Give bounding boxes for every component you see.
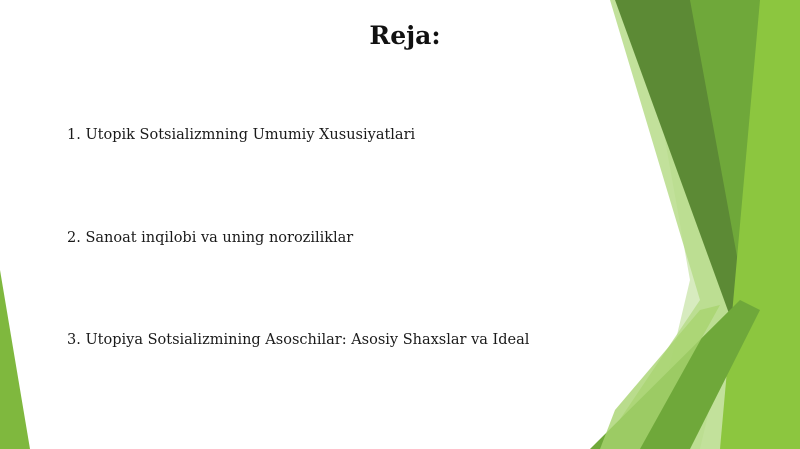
slide-title: Reja: <box>369 21 441 50</box>
left-edge-ribbon <box>0 270 30 449</box>
agenda-item-3: 3. Utopiya Sotsializmining Asoschilar: Asosiy Shaxslar va Ideal <box>67 332 530 348</box>
agenda-item-2: 2. Sanoat inqilobi va uning noroziliklar <box>67 230 354 246</box>
agenda-item-1: 1. Utopik Sotsializmning Umumiy Xususiyatlari <box>67 127 416 143</box>
